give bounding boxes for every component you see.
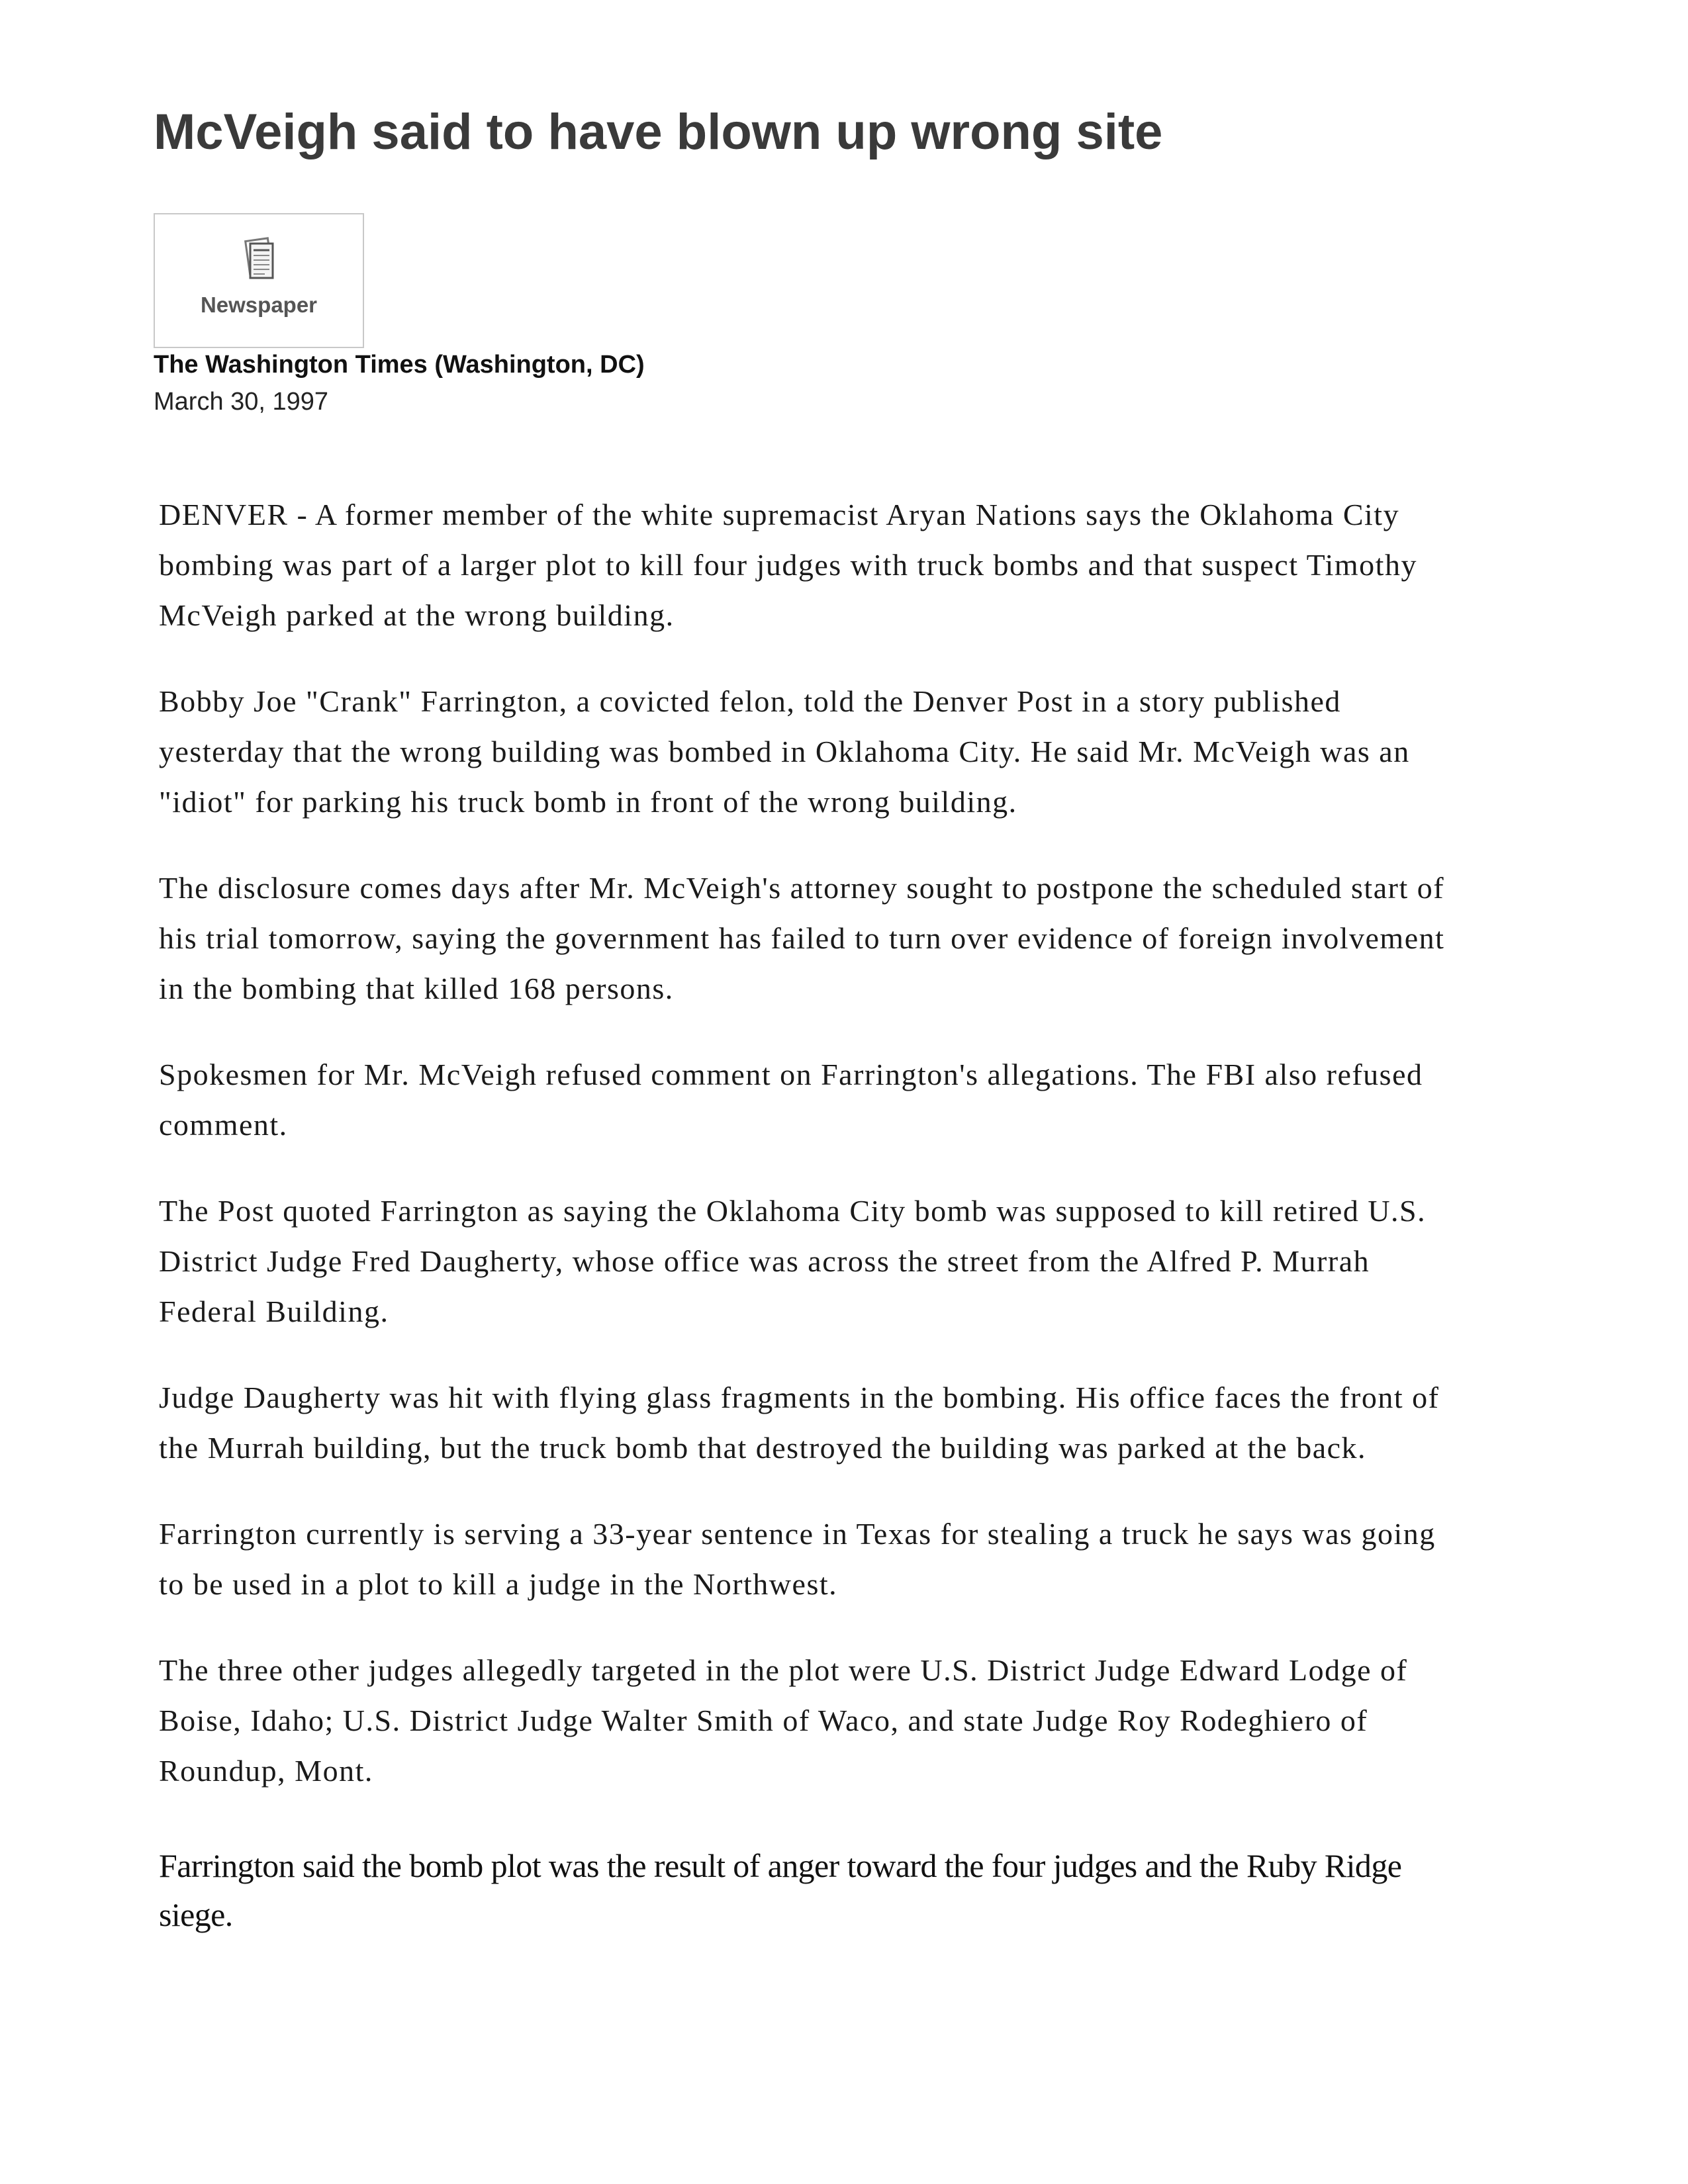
- article-paragraph: The disclosure comes days after Mr. McVeigh's attorney sought to postpone the scheduled start of his trial tomorrow, saying the government has failed to turn over evidence of foreign involvement in the bombing that killed 168 persons.: [159, 871, 1445, 1005]
- publication-date: March 30, 1997: [154, 388, 329, 416]
- article-paragraph: The three other judges allegedly targeted in the plot were U.S. District Judge Edward Lodge of Boise, Idaho; U.S. District Judge Walter Smith of Waco, and state Judge Roy Rodeghiero of Roundup, Mont.: [159, 1653, 1408, 1788]
- article-body: [159, 490, 1470, 1975]
- newspaper-source-logo: [154, 213, 364, 348]
- publication-name: The Washington Times (Washington, DC): [154, 351, 645, 379]
- article-paragraph: Judge Daugherty was hit with flying glass fragments in the bombing. His office faces the front of the Murrah building, but the truck bomb that destroyed the building was parked at the back.: [159, 1381, 1440, 1465]
- article-paragraph: Farrington currently is serving a 33-year sentence in Texas for stealing a truck he says was going to be used in a plot to kill a judge in the Northwest.: [159, 1517, 1436, 1601]
- article-paragraph: Farrington said the bomb plot was the result of anger toward the four judges and the Ruby Ridge siege.: [159, 1847, 1402, 1933]
- article-paragraph: DENVER - A former member of the white supremacist Aryan Nations says the Oklahoma City bombing was part of a larger plot to kill four judges with truck bombs and that suspect Timothy McVeigh parked at the wrong building.: [159, 498, 1417, 632]
- newspaper-logo-label: Newspaper: [200, 293, 318, 317]
- newspaper-icon: [242, 236, 277, 282]
- article-headline: McVeigh said to have blown up wrong site: [154, 104, 1163, 160]
- article-paragraph: Spokesmen for Mr. McVeigh refused comment on Farrington's allegations. The FBI also refused comment.: [159, 1058, 1423, 1142]
- article-paragraph: Bobby Joe "Crank" Farrington, a covicted felon, told the Denver Post in a story published yesterday that the wrong building was bombed in Oklahoma City. He said Mr. McVeigh was an "idiot" for parking his truck bomb in front of the wrong building.: [159, 684, 1410, 819]
- article-paragraph: The Post quoted Farrington as saying the Oklahoma City bomb was supposed to kill retired U.S. District Judge Fred Daugherty, whose office was across the street from the Alfred P. Murrah Federal Building.: [159, 1194, 1427, 1328]
